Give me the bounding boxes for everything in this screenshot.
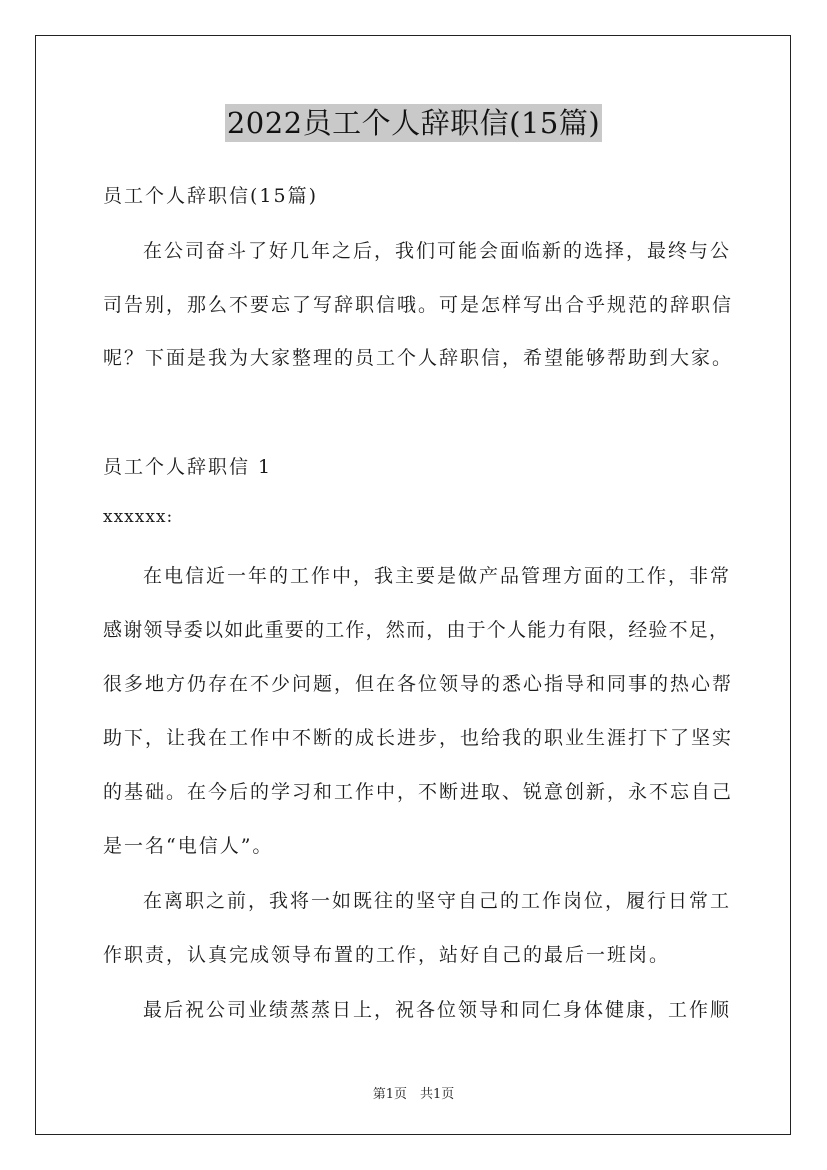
paragraph-line: 在离职之前，我将一如既往的坚守自己的工作岗位，履行日常工 xyxy=(143,890,732,912)
paragraph-line: 助下，让我在工作中不断的成长进步，也给我的职业生涯打下了坚实 xyxy=(103,727,734,749)
paragraph-line: 很多地方仍存在不少问题，但在各位领导的悉心指导和同事的热心帮 xyxy=(103,673,734,695)
intro-line: 在公司奋斗了好几年之后，我们可能会面临新的选择，最终与公 xyxy=(143,240,732,262)
paragraph-line: 在电信近一年的工作中，我主要是做产品管理方面的工作，非常 xyxy=(143,565,732,587)
paragraph-line: 的基础。在今后的学习和工作中，不断进取、锐意创新，永不忘自己 xyxy=(103,781,734,803)
paragraph-line: 感谢领导委以如此重要的工作，然而，由于个人能力有限，经验不足， xyxy=(103,619,730,641)
page-number: 第1页 共1页 xyxy=(372,1087,455,1102)
paragraph-line: 最后祝公司业绩蒸蒸日上，祝各位领导和同仁身体健康，工作顺 xyxy=(143,999,732,1021)
section-heading: 员工个人辞职信 1 xyxy=(103,456,273,478)
title-container xyxy=(0,104,827,142)
document-title: 2022员工个人辞职信(15篇) xyxy=(226,106,601,140)
intro-line: 呢？下面是我为大家整理的员工个人辞职信，希望能够帮助到大家。 xyxy=(103,347,734,369)
salutation: xxxxxx: xyxy=(103,507,174,527)
intro-line: 司告别，那么不要忘了写辞职信哦。可是怎样写出合乎规范的辞职信 xyxy=(103,294,734,316)
paragraph-line: 是一名“电信人”。 xyxy=(103,835,274,857)
subtitle: 员工个人辞职信(15篇) xyxy=(103,185,319,207)
paragraph-line: 作职责，认真完成领导布置的工作，站好自己的最后一班岗。 xyxy=(103,944,671,966)
